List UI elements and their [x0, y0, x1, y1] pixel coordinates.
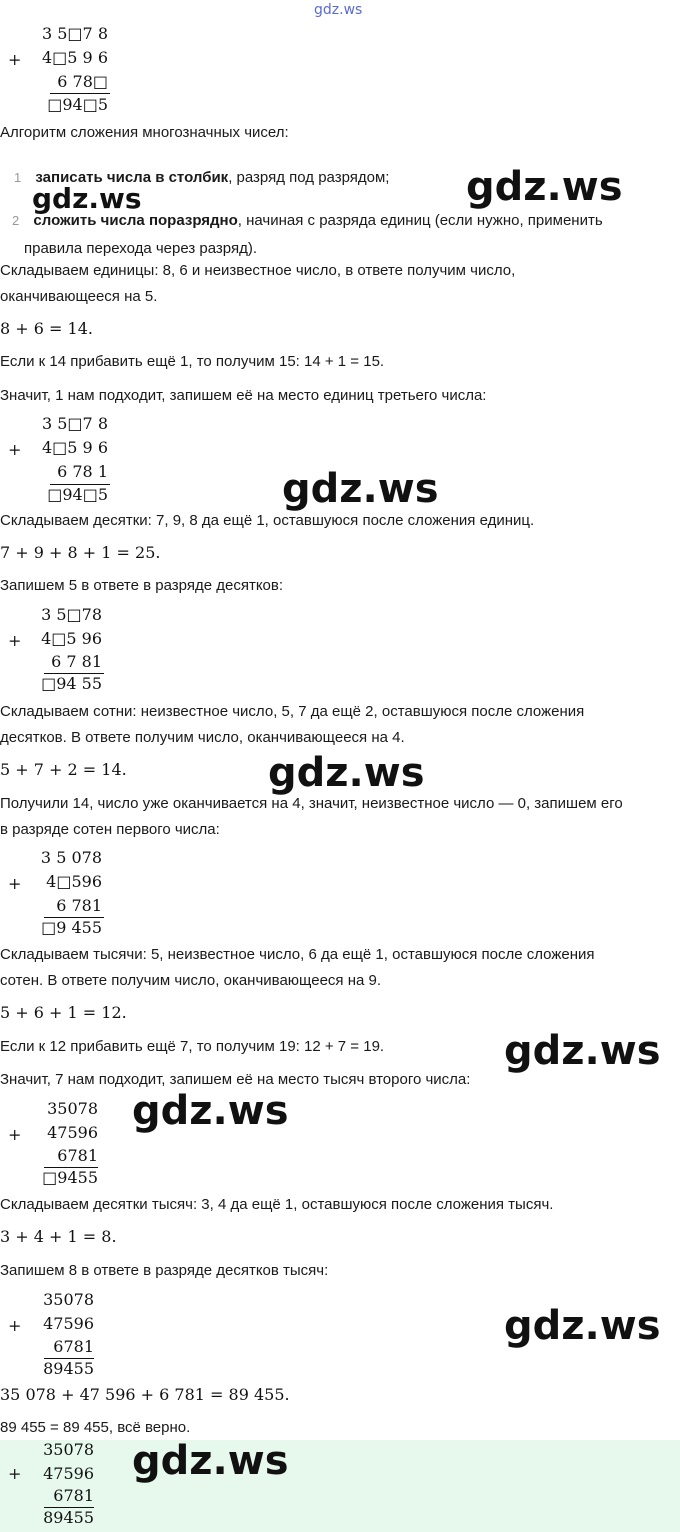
addend-3: 6781 — [53, 1486, 94, 1505]
answer-column-addition — [8, 1440, 118, 1532]
units-text-1b: оканчивающееся на 5. — [0, 288, 158, 305]
tens-text-2: Запишем 5 в ответе в разряде десятков: — [0, 577, 284, 594]
hundreds-column-addition — [8, 848, 118, 944]
thousands-column-addition — [8, 1099, 118, 1195]
step-bold: сложить числа поразрядно — [33, 212, 238, 229]
plus-sign: + — [8, 1316, 22, 1335]
watermark: gdz.ws — [282, 466, 439, 512]
plus-sign: + — [8, 631, 22, 650]
addend-2: 4□5 9 6 — [41, 438, 108, 457]
hundreds-text-1: Складываем сотни: неизвестное число, 5, 7 да ещё 2, оставшуюся после сложения — [0, 703, 585, 720]
hundreds-equation: 5 + 7 + 2 = 14. — [0, 760, 127, 779]
plus-sign: + — [8, 50, 22, 69]
hundreds-text-2: Получили 14, число уже оканчивается на 4, значит, неизвестное число — 0, запишем его — [0, 795, 623, 812]
addend-3: 6 7 81 — [51, 652, 102, 671]
plus-sign: + — [8, 874, 22, 893]
addend-2: 47596 — [43, 1314, 94, 1333]
units-text-2: Если к 14 прибавить ещё 1, то получим 15: 14 + 1 = 15. — [0, 353, 385, 370]
addend-3: 6 78 1 — [57, 462, 108, 481]
addend-3: 6 78□ — [57, 72, 108, 91]
thousands-text-1b: сотен. В ответе получим число, оканчивающееся на 9. — [0, 972, 382, 989]
watermark: gdz.ws — [504, 1303, 661, 1349]
watermark: gdz.ws — [32, 182, 142, 215]
thousands-text-2: Если к 12 прибавить ещё 7, то получим 19: 12 + 7 = 19. — [0, 1038, 385, 1055]
addend-2: 4□5 96 — [41, 629, 102, 648]
step-rest: , разряд под разрядом; — [228, 169, 390, 186]
tenthousands-equation: 3 + 4 + 1 = 8. — [0, 1227, 117, 1246]
sum: □94□5 — [47, 95, 108, 114]
addend-2: 4□5 9 6 — [41, 48, 108, 67]
addend-1: 35078 — [43, 1290, 94, 1309]
watermark: gdz.ws — [268, 750, 425, 796]
sum: □94□5 — [47, 485, 108, 504]
units-text-3: Значит, 1 нам подходит, запишем её на место единиц третьего числа: — [0, 387, 487, 404]
thousands-text-1: Складываем тысячи: 5, неизвестное число, 6 да ещё 1, оставшуюся после сложения — [0, 946, 595, 963]
sum: 89455 — [43, 1508, 94, 1527]
watermark: gdz.ws — [504, 1028, 661, 1074]
addend-3: 6781 — [53, 1337, 94, 1356]
algorithm-step-2-cont: правила перехода через разряд). — [24, 240, 258, 257]
addend-3: 6 781 — [56, 896, 102, 915]
addend-2: 47596 — [43, 1464, 94, 1483]
plus-sign: + — [8, 440, 22, 459]
sum-rule — [50, 93, 110, 94]
tens-text-1: Складываем десятки: 7, 9, 8 да ещё 1, оставшуюся после сложения единиц. — [0, 512, 535, 529]
hundreds-text-1b: десятков. В ответе получим число, оканчивающееся на 4. — [0, 729, 405, 746]
addend-1: 3 5□78 — [41, 605, 102, 624]
check-equation-1: 35 078 + 47 596 + 6 781 = 89 455. — [0, 1385, 290, 1404]
watermark: gdz.ws — [466, 164, 623, 210]
watermark: gdz.ws — [132, 1438, 289, 1484]
step-number: 2 — [12, 213, 20, 228]
watermark: gdz.ws — [132, 1088, 289, 1134]
tenthousands-column-addition — [8, 1290, 118, 1386]
hundreds-text-2b: в разряде сотен первого числа: — [0, 821, 220, 838]
addend-2: 47596 — [47, 1123, 98, 1142]
addend-3: 6781 — [57, 1146, 98, 1165]
tens-equation: 7 + 9 + 8 + 1 = 25. — [0, 543, 161, 562]
check-equation-2: 89 455 = 89 455, всё верно. — [0, 1419, 191, 1436]
sum: 89455 — [43, 1359, 94, 1378]
tenthousands-text-1: Складываем десятки тысяч: 3, 4 да ещё 1, оставшуюся после сложения тысяч. — [0, 1196, 554, 1213]
header-watermark: gdz.ws — [314, 2, 363, 18]
units-column-addition — [8, 414, 118, 510]
tens-column-addition — [8, 605, 118, 701]
addend-2: 4□596 — [46, 872, 102, 891]
units-text-1: Складываем единицы: 8, 6 и неизвестное число, в ответе получим число, — [0, 262, 516, 279]
plus-sign: + — [8, 1464, 22, 1483]
sum: □9455 — [42, 1168, 98, 1187]
addend-1: 3 5□7 8 — [41, 24, 108, 43]
plus-sign: + — [8, 1125, 22, 1144]
thousands-text-3: Значит, 7 нам подходит, запишем её на место тысяч второго числа: — [0, 1071, 471, 1088]
units-equation: 8 + 6 = 14. — [0, 319, 93, 338]
sum: □9 455 — [41, 918, 102, 937]
addend-1: 35078 — [43, 1440, 94, 1459]
step-number: 1 — [14, 170, 22, 185]
thousands-equation: 5 + 6 + 1 = 12. — [0, 1003, 127, 1022]
step-rest: , начиная с разряда единиц (если нужно, применить — [237, 212, 603, 229]
intro-column-addition — [8, 22, 118, 118]
step-bold: записать числа в столбик — [35, 169, 229, 186]
addend-1: 3 5□7 8 — [41, 414, 108, 433]
addend-1: 35078 — [47, 1099, 98, 1118]
addend-1: 3 5 078 — [40, 848, 102, 867]
tenthousands-text-2: Запишем 8 в ответе в разряде десятков тысяч: — [0, 1262, 329, 1279]
algorithm-title: Алгоритм сложения многозначных чисел: — [0, 124, 289, 141]
sum: □94 55 — [41, 674, 102, 693]
